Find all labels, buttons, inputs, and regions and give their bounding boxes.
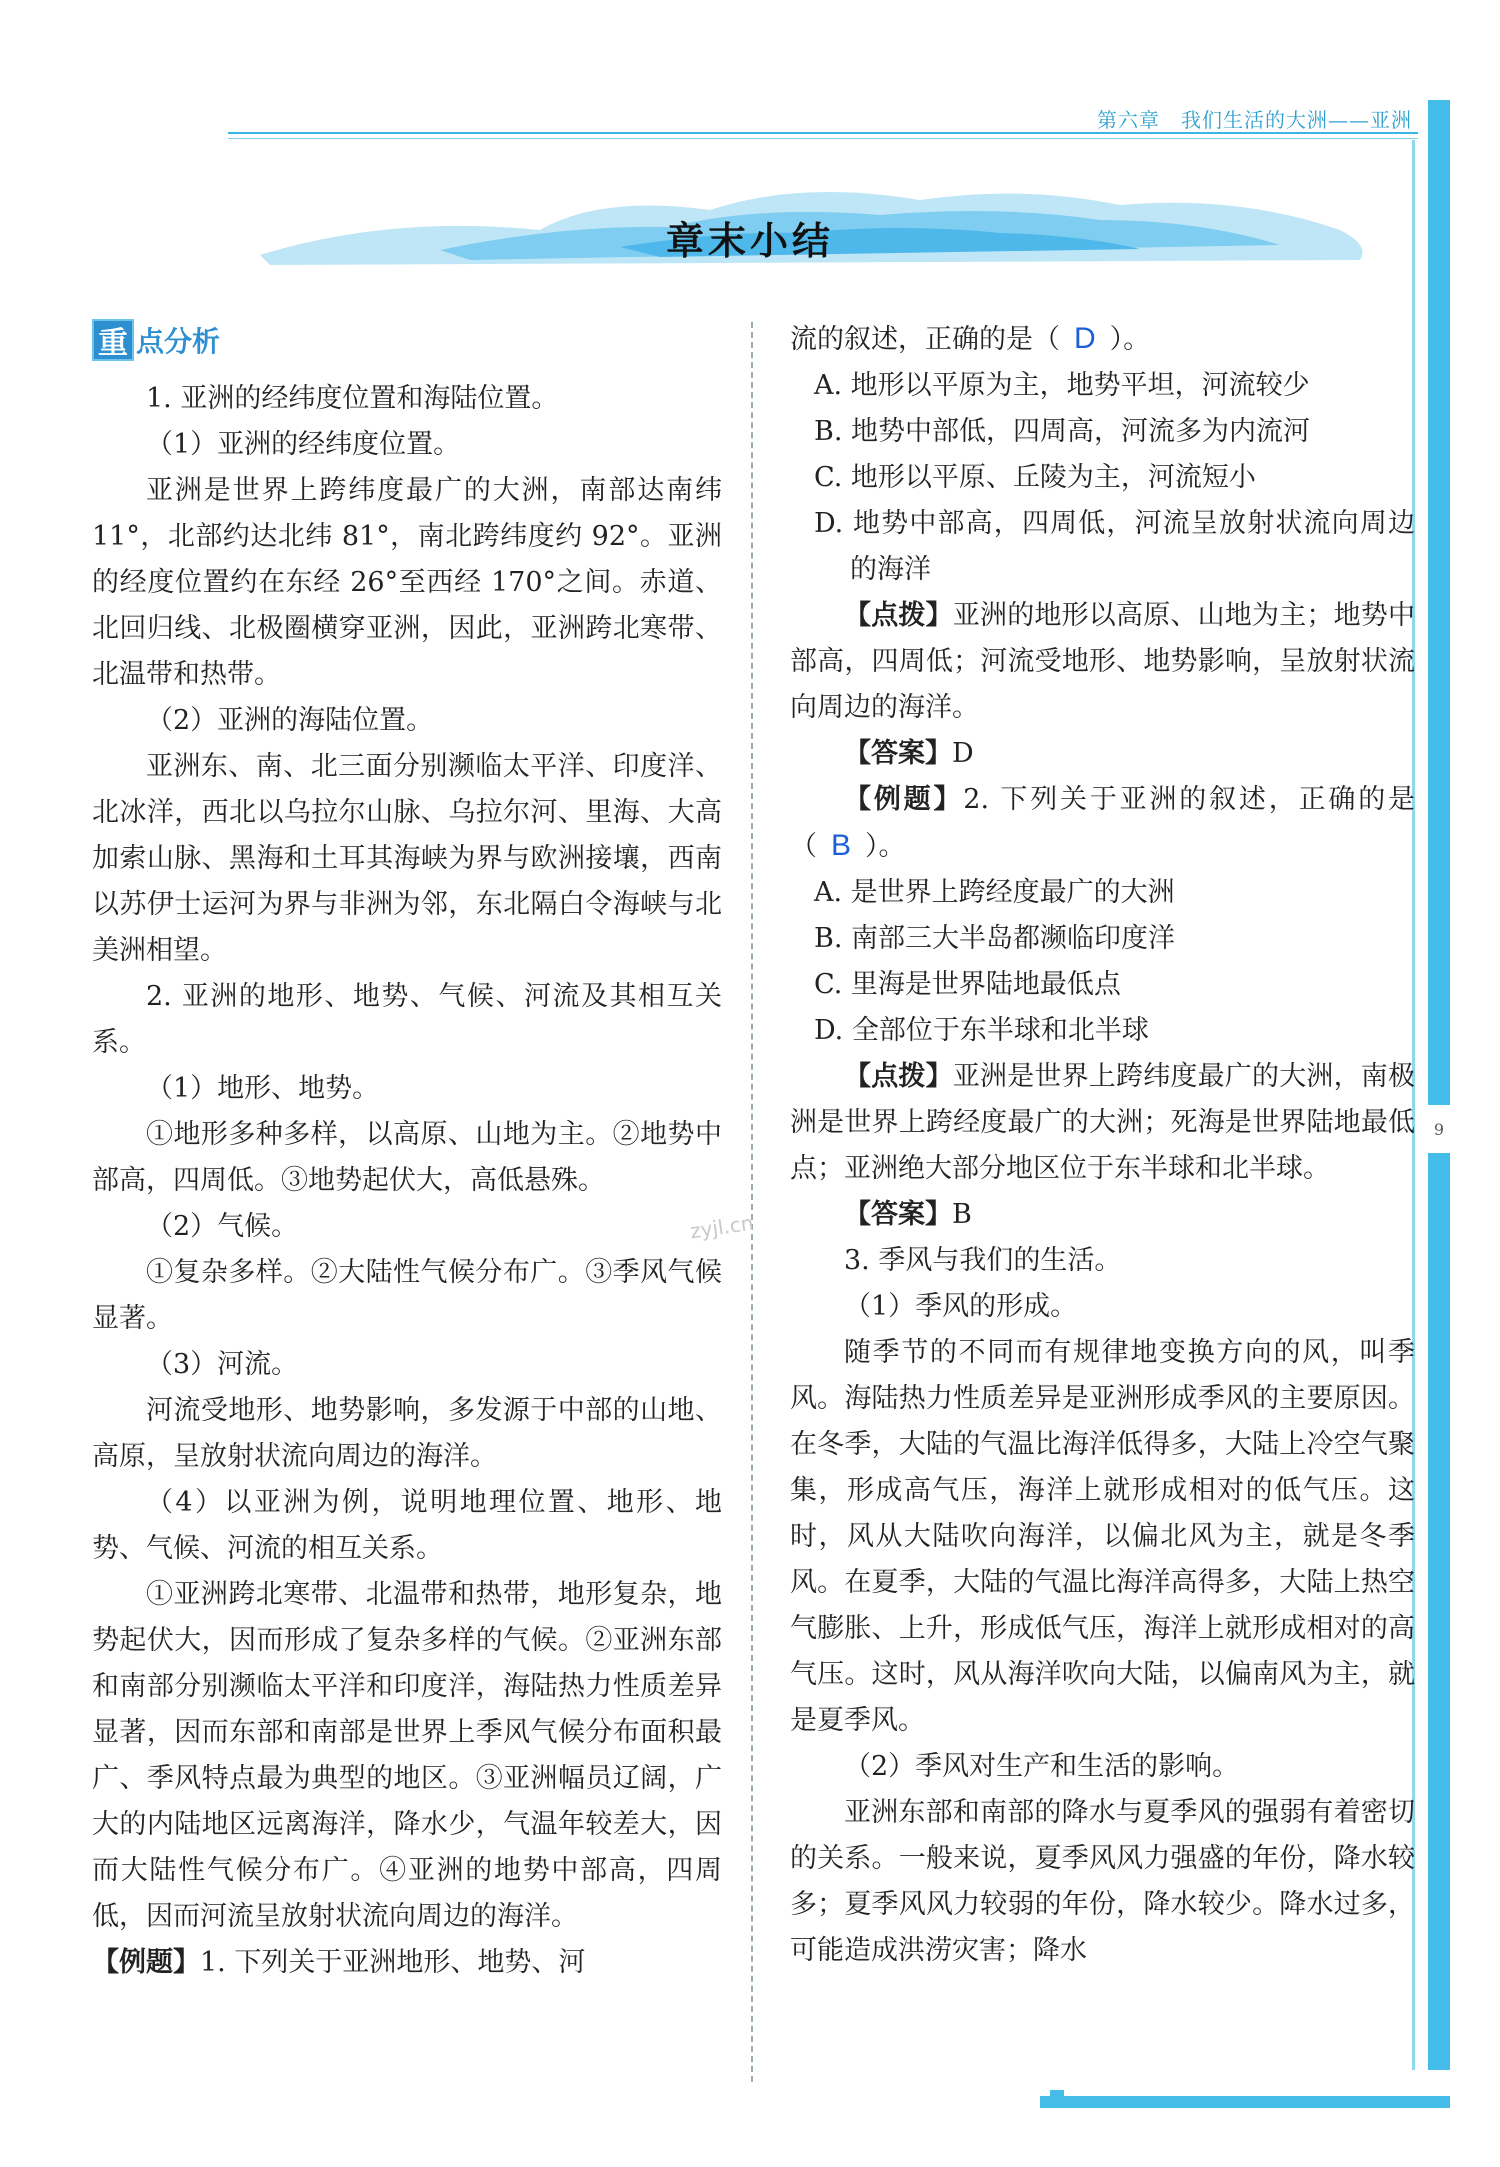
paragraph: （3）河流。 bbox=[146, 1349, 299, 1380]
example2-stem: 2. 下列关于亚洲的叙述，正确的是（ bbox=[790, 784, 1416, 862]
example1-close: ）。 bbox=[1109, 324, 1151, 355]
example1-answer-blank: D bbox=[1074, 322, 1096, 355]
paragraph: ①地形多种多样，以高原、山地为主。②地势中部高，四周低。③地势起伏大，高低悬殊。 bbox=[92, 1119, 722, 1196]
example2-lead bbox=[790, 777, 1415, 870]
example2-answer bbox=[790, 1192, 1415, 1238]
tip-text: 亚洲是世界上跨纬度最广的大洲，南极洲是世界上跨经度最广的大洲；死海是世界陆地最低点；亚洲绝大部分地区位于东半球和北半球。 bbox=[790, 1061, 1416, 1184]
header-rule-thin bbox=[228, 138, 1418, 139]
tip-tag: 【点拨】 bbox=[844, 1061, 953, 1092]
paragraph: （1）亚洲的经纬度位置。 bbox=[146, 429, 461, 460]
paragraph: （4）以亚洲为例，说明地理位置、地形、地势、气候、河流的相互关系。 bbox=[92, 1487, 722, 1564]
paragraph: （2）亚洲的海陆位置。 bbox=[146, 705, 434, 736]
bottom-decoration-bar bbox=[1040, 2096, 1450, 2108]
answer-text: D bbox=[952, 738, 974, 769]
paragraph: （1）地形、地势。 bbox=[146, 1073, 380, 1104]
watermark: zyjl.cn bbox=[688, 1210, 755, 1244]
paragraph: 亚洲是世界上跨纬度最广的大洲，南部达南纬 11°，北部约达北纬 81°，南北跨纬度约 92°。亚洲的经度位置约在东经 26°至西经 170°之间。赤道、北回归线、北极圈横穿亚洲，因此，亚洲跨北寒带、北温带和热带。 bbox=[92, 475, 722, 690]
example2-tip bbox=[790, 1054, 1415, 1192]
page-number: 9 bbox=[1424, 1105, 1454, 1153]
example1-continuation bbox=[790, 316, 1415, 363]
option-item: D. 全部位于东半球和北半球 bbox=[814, 1015, 1149, 1046]
paragraph: （1）季风的形成。 bbox=[844, 1291, 1078, 1322]
paragraph: ①亚洲跨北寒带、北温带和热带，地形复杂，地势起伏大，因而形成了复杂多样的气候。②亚洲东部和南部分别濒临太平洋和印度洋，海陆热力性质差异显著，因而东部和南部是世界上季风气候分布面积最广、季风特点最为典型的地区。③亚洲幅员辽阔，广大的内陆地区远离海洋，降水少，气温年较差大，因而大陆性气候分布广。④亚洲的地势中部高，四周低，因而河流呈放射状流向周边的海洋。 bbox=[92, 1579, 722, 1932]
bottom-decoration-square bbox=[1050, 2090, 1064, 2104]
section-label: 点分析 bbox=[136, 325, 221, 358]
tip-text: 亚洲的地形以高原、山地为主；地势中部高，四周低；河流受地形、地势影响，呈放射状流向周边的海洋。 bbox=[790, 600, 1416, 723]
answer-tag: 【答案】 bbox=[844, 738, 952, 769]
example1-options bbox=[790, 363, 1415, 593]
paragraph: 随季节的不同而有规律地变换方向的风，叫季风。海陆热力性质差异是亚洲形成季风的主要原因。在冬季，大陆的气温比海洋低得多，大陆上冷空气聚集，形成高气压，海洋上就形成相对的低气压。这时，风从大陆吹向海洋，以偏北风为主，就是冬季风。在夏季，大陆的气温比海洋高得多，大陆上热空气膨胀、上升，形成低气压，海洋上就形成相对的高气压。这时，风从海洋吹向大陆，以偏南风为主，就是夏季风。 bbox=[790, 1337, 1415, 1736]
paragraph: （2）季风对生产和生活的影响。 bbox=[844, 1751, 1240, 1782]
paragraph: 2. 亚洲的地形、地势、气候、河流及其相互关系。 bbox=[92, 981, 722, 1058]
paragraph: （2）气候。 bbox=[146, 1211, 299, 1242]
section-heading bbox=[92, 318, 220, 362]
option-item: B. 南部三大半岛都濒临印度洋 bbox=[814, 923, 1176, 954]
example1-lead bbox=[92, 1940, 722, 1986]
paragraph: 3. 季风与我们的生活。 bbox=[844, 1245, 1122, 1276]
example1-lead-text: 1. 下列关于亚洲地形、地势、河 bbox=[200, 1947, 586, 1978]
option-item: B. 地势中部低，四周高，河流多为内流河 bbox=[814, 416, 1311, 447]
left-column bbox=[92, 376, 722, 1986]
example-tag: 【例题】 bbox=[92, 1947, 200, 1978]
paragraph: 亚洲东、南、北三面分别濒临太平洋、印度洋、北冰洋，西北以乌拉尔山脉、乌拉尔河、里海、大高加索山脉、黑海和土耳其海峡为界与欧洲接壤，西南以苏伊士运河为界与非洲为邻，东北隔白令海峡与北美洲相望。 bbox=[92, 751, 722, 966]
paragraph: ①复杂多样。②大陆性气候分布广。③季风气候显著。 bbox=[92, 1257, 722, 1334]
example1-tip bbox=[790, 593, 1415, 731]
example2-close: ）。 bbox=[865, 831, 906, 862]
paragraph: 1. 亚洲的经纬度位置和海陆位置。 bbox=[146, 383, 559, 414]
answer-text: B bbox=[952, 1199, 972, 1230]
paragraph: 河流受地形、地势影响，多发源于中部的山地、高原，呈放射状流向周边的海洋。 bbox=[92, 1395, 722, 1472]
column-divider bbox=[751, 322, 753, 2082]
right-paragraphs bbox=[790, 1238, 1415, 1974]
left-paragraphs bbox=[92, 376, 722, 1940]
example2-answer-blank: B bbox=[831, 829, 852, 862]
key-point-icon: 重 bbox=[92, 319, 134, 361]
option-item: C. 地形以平原、丘陵为主，河流短小 bbox=[814, 462, 1256, 493]
option-item: D. 地势中部高，四周低，河流呈放射状流向周边的海洋 bbox=[814, 508, 1415, 585]
paragraph: 亚洲东部和南部的降水与夏季风的强弱有着密切的关系。一般来说，夏季风风力强盛的年份，降水较多；夏季风风力较弱的年份，降水较少。降水过多，可能造成洪涝灾害；降水 bbox=[790, 1797, 1415, 1966]
right-column bbox=[790, 316, 1415, 1974]
page-title: 章末小结 bbox=[665, 219, 834, 263]
side-decoration-bar bbox=[1428, 100, 1450, 2070]
example1-stem: 流的叙述，正确的是（ bbox=[790, 324, 1060, 355]
option-item: C. 里海是世界陆地最低点 bbox=[814, 969, 1121, 1000]
example1-answer bbox=[790, 731, 1415, 777]
example-tag: 【例题】 bbox=[844, 784, 964, 815]
answer-tag: 【答案】 bbox=[844, 1199, 952, 1230]
chapter-header: 第六章 我们生活的大洲——亚洲 bbox=[1097, 108, 1412, 132]
option-item: A. 地形以平原为主，地势平坦，河流较少 bbox=[814, 370, 1310, 401]
option-item: A. 是世界上跨经度最广的大洲 bbox=[814, 877, 1175, 908]
tip-tag: 【点拨】 bbox=[844, 600, 953, 631]
example2-options bbox=[790, 870, 1415, 1054]
